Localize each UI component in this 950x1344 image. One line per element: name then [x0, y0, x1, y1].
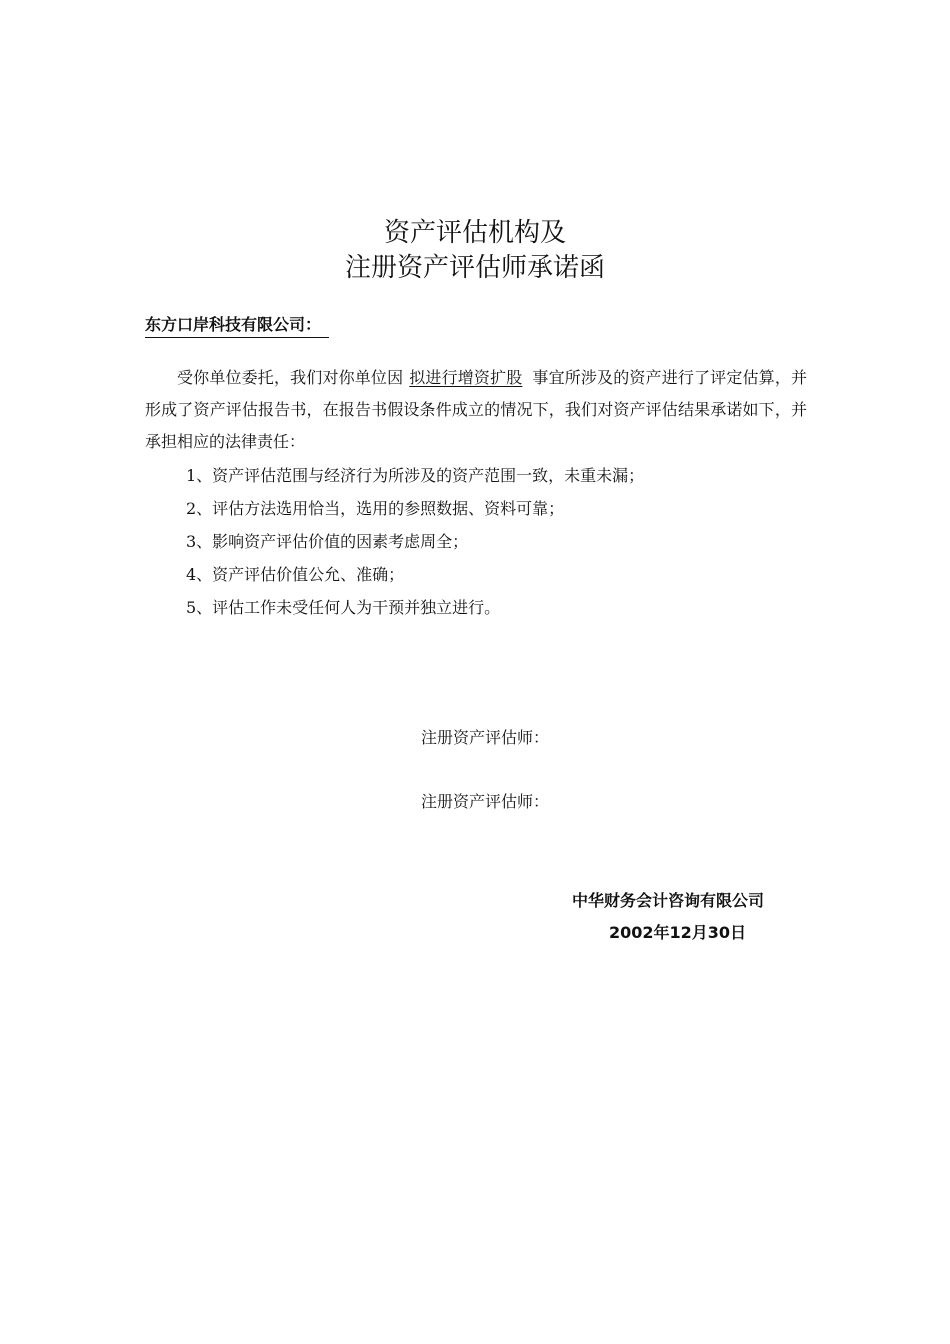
- body-paragraph: [145, 362, 807, 458]
- commitment-list: [186, 459, 644, 624]
- company-name: 中华财务会计咨询有限公司: [572, 891, 765, 910]
- purpose-underlined: 拟进行增资扩股: [409, 368, 523, 387]
- signature-label-1: 注册资产评估师：: [421, 728, 550, 747]
- commitment-item: 5、评估工作未受任何人为干预并独立进行。: [186, 598, 501, 617]
- body-intro: 受你单位委托，我们对你单位因: [177, 368, 404, 387]
- commitment-item: 2、评估方法选用恰当，选用的参照数据、资料可靠；: [186, 499, 565, 518]
- commitment-item: 3、影响资产评估价值的因素考虑周全；: [186, 532, 469, 551]
- document-title-line-1: 资产评估机构及: [383, 218, 566, 248]
- commitment-item: 4、资产评估价值公允、准确；: [186, 565, 405, 584]
- document-date: 2002年12月30日: [609, 923, 747, 942]
- body-rest: 事宜所涉及的资产进行了评定估算，并形成了资产评估报告书，在报告书假设条件成立的情况下，我们对资产评估结果承诺如下，并承担相应的法律责任：: [145, 368, 807, 451]
- addressee: 东方口岸科技有限公司：: [145, 313, 329, 338]
- document-title-line-2: 注册资产评估师承诺函: [344, 253, 605, 283]
- signature-label-2: 注册资产评估师：: [421, 792, 550, 811]
- commitment-item: 1、资产评估范围与经济行为所涉及的资产范围一致，未重未漏；: [186, 466, 645, 485]
